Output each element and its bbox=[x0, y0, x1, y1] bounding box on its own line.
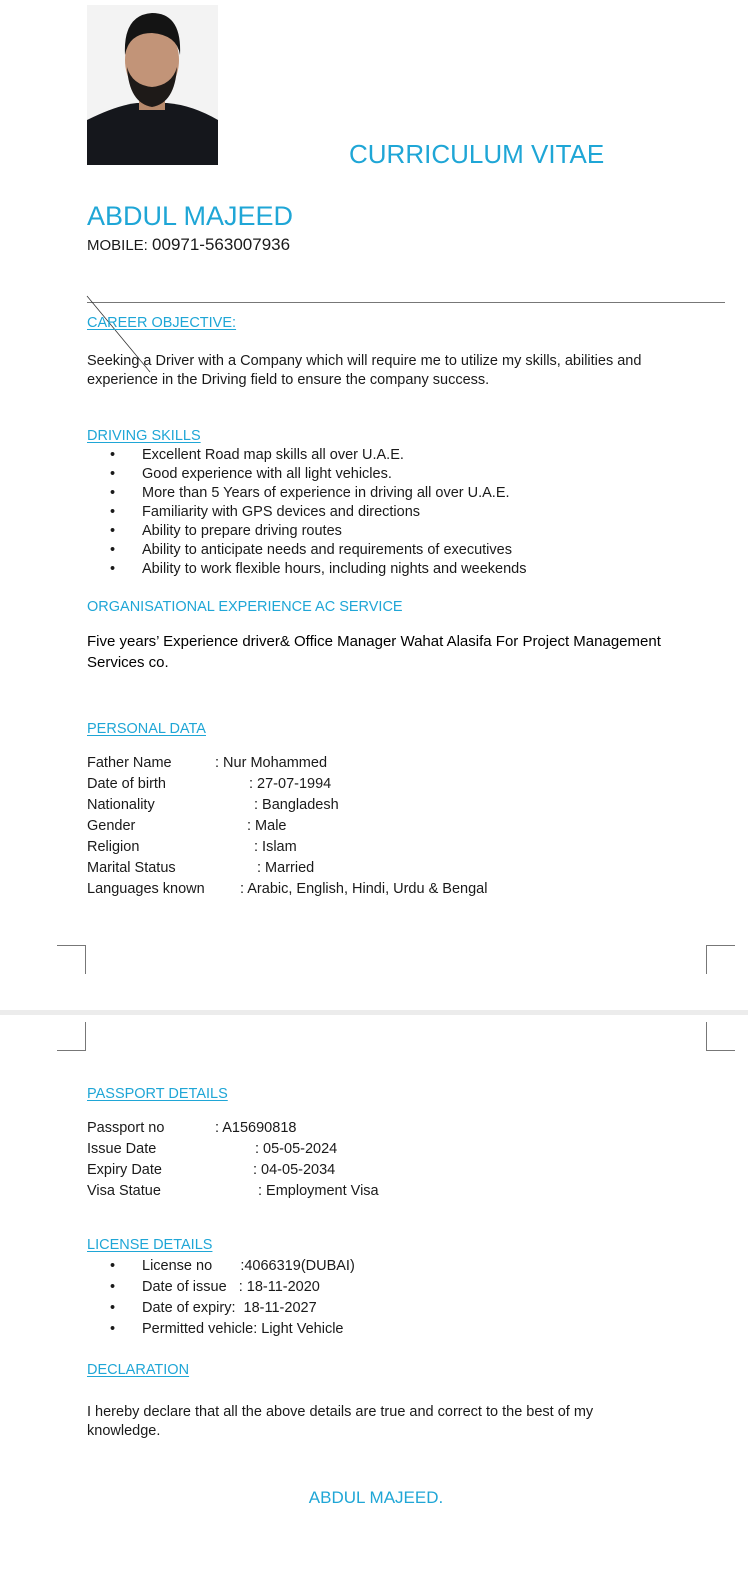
license-heading: LICENSE DETAILS bbox=[87, 1237, 213, 1253]
personal-value: : Married bbox=[257, 860, 315, 876]
mobile-value: 00971-563007936 bbox=[152, 235, 291, 254]
personal-label: Father Name bbox=[87, 755, 172, 771]
personal-value: : Islam bbox=[254, 839, 297, 855]
personal-value: : Bangladesh bbox=[254, 797, 339, 813]
personal-label: Marital Status bbox=[87, 860, 176, 876]
personal-label: Religion bbox=[87, 839, 140, 855]
passport-label: Passport no bbox=[87, 1120, 165, 1136]
divider bbox=[87, 302, 725, 303]
passport-label: Issue Date bbox=[87, 1141, 157, 1157]
skills-heading: DRIVING SKILLS bbox=[87, 428, 201, 444]
declaration-line: I hereby declare that all the above details are true and correct to the best of my bbox=[87, 1404, 594, 1420]
career-line: Seeking a Driver with a Company which will require me to utilize my skills, abilities and bbox=[87, 353, 642, 369]
passport-value: : 04-05-2034 bbox=[253, 1162, 336, 1178]
page-corner-mark bbox=[706, 1022, 735, 1051]
personal-value: : Male bbox=[247, 818, 287, 834]
passport-value: : 05-05-2024 bbox=[255, 1141, 338, 1157]
personal-value: : Nur Mohammed bbox=[215, 755, 328, 771]
declaration-heading: DECLARATION bbox=[87, 1362, 190, 1378]
passport-heading: PASSPORT DETAILS bbox=[87, 1086, 228, 1102]
passport-value: : A15690818 bbox=[215, 1120, 297, 1136]
personal-value: : 27-07-1994 bbox=[249, 776, 332, 792]
personal-label: Date of birth bbox=[87, 776, 166, 792]
career-line: experience in the Driving field to ensure the company success. bbox=[87, 372, 490, 388]
page-break bbox=[0, 1010, 748, 1015]
personal-value: : Arabic, English, Hindi, Urdu & Bengal bbox=[240, 881, 488, 897]
candidate-name: ABDUL MAJEED bbox=[87, 201, 294, 231]
page-corner-mark bbox=[57, 945, 86, 974]
personal-label: Languages known bbox=[87, 881, 205, 897]
experience-line: Services co. bbox=[87, 654, 169, 671]
declaration-line: knowledge. bbox=[87, 1423, 161, 1439]
page-corner-mark bbox=[57, 1022, 86, 1051]
mobile-line bbox=[87, 235, 290, 255]
document-title: CURRICULUM VITAE bbox=[349, 139, 605, 169]
passport-label: Expiry Date bbox=[87, 1162, 162, 1178]
experience-line: Five years’ Experience driver& Office Manager Wahat Alasifa For Project Management bbox=[87, 633, 661, 650]
page-corner-mark bbox=[706, 945, 735, 974]
signature-name: ABDUL MAJEED. bbox=[308, 1488, 444, 1507]
personal-label: Nationality bbox=[87, 797, 155, 813]
passport-value: : Employment Visa bbox=[258, 1183, 379, 1199]
personal-label: Gender bbox=[87, 818, 136, 834]
profile-photo bbox=[87, 5, 218, 165]
experience-heading: ORGANISATIONAL EXPERIENCE AC SERVICE bbox=[87, 599, 403, 615]
career-heading: CAREER OBJECTIVE: bbox=[87, 315, 237, 331]
personal-heading: PERSONAL DATA bbox=[87, 721, 206, 737]
passport-label: Visa Statue bbox=[87, 1183, 161, 1199]
mobile-label: MOBILE: bbox=[87, 237, 148, 254]
